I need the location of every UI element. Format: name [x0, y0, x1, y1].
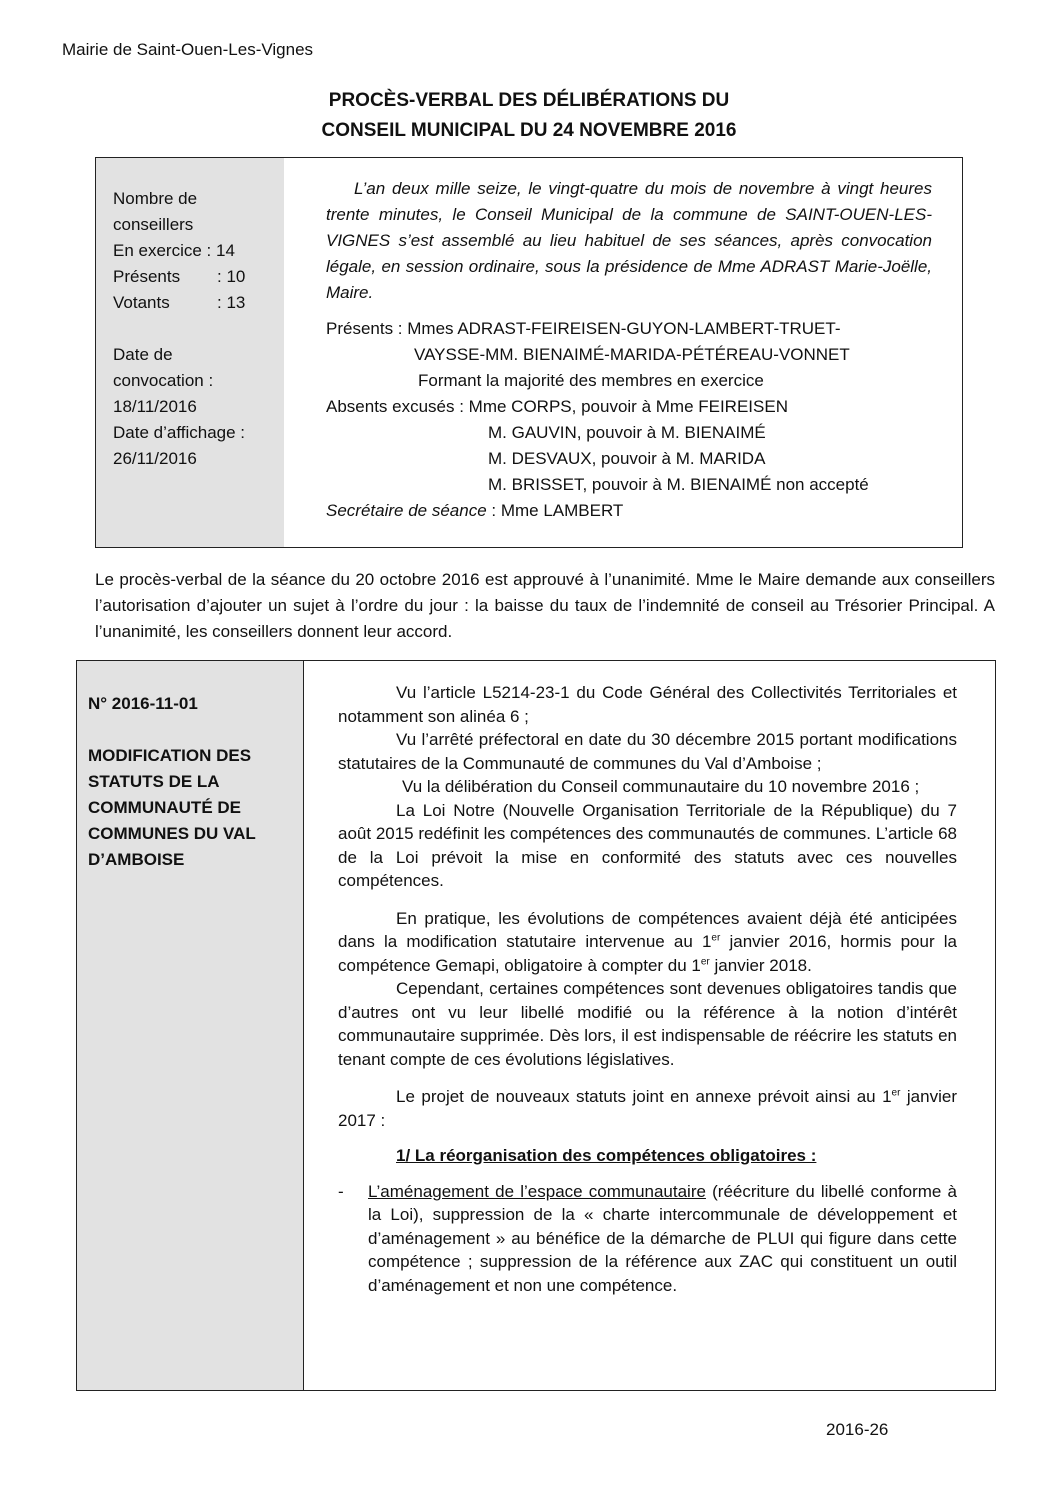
secretaire-label: Secrétaire de séance — [326, 501, 487, 520]
p5-part-c: janvier 2018. — [709, 955, 812, 975]
absents-line-3: M. DESVAUX, pouvoir à M. MARIDA — [488, 449, 766, 468]
p7-sup: er — [891, 1087, 901, 1099]
subject-line-4: COMMUNES DU VAL — [88, 824, 256, 843]
paragraph-projet — [338, 1085, 957, 1132]
presents-label: Présents — [113, 267, 181, 286]
page-number: 2016-26 — [826, 1420, 889, 1439]
convocation-date: 18/11/2016 — [113, 397, 197, 416]
exercice-value: 14 — [216, 241, 235, 260]
p5-sup-1: er — [711, 932, 721, 944]
session-box — [95, 157, 963, 548]
secretaire-line — [326, 498, 932, 524]
absents-line-1: Absents excusés : Mme CORPS, pouvoir à Mme FEIREISEN — [326, 397, 788, 416]
p7-part-a: Le projet de nouveaux statuts joint en annexe prévoit ainsi au 1 — [396, 1087, 892, 1106]
paragraph-loi-notre: La Loi Notre (Nouvelle Organisation Territoriale de la République) du 7 août 2015 redéfinit les compétences des communautés de communes. L’article 68 de la Loi prévoit la mise en conformité des statuts avec ces nouvelles compétences. — [338, 800, 957, 890]
session-intro: L’an deux mille seize, le vingt-quatre du mois de novembre à vingt heures trente minutes, le Conseil Municipal de la commune de SAINT-OUEN-LES-VIGNES s’est assemblé au lieu habituel de ses séances, après convocation légale, en session ordinaire, sous la présidence de Mme ADRAST Marie-Joëlle, Maire. — [326, 179, 932, 302]
bullet-text — [368, 1180, 957, 1298]
deliberation-number: N° 2016-11-01 — [88, 694, 198, 713]
paragraph-cependant: Cependant, certaines compétences sont devenues obligatoires tandis que d’autres ont vu leur libellé modifié ou la référence à la notion d’intérêt communautaire supprimée. Dès lors, il est indispensable de réécrire les statuts en tenant compte de ces évolutions législatives. — [338, 979, 957, 1069]
deliberation-subject-panel — [77, 661, 304, 1390]
secretaire-value: : Mme LAMBERT — [486, 501, 624, 520]
session-details-panel — [284, 158, 962, 547]
presents-value: : 10 — [217, 267, 246, 286]
title-line-1: PROCÈS-VERBAL DES DÉLIBÉRATIONS DU — [328, 90, 730, 111]
exercice-label: En exercice : — [113, 241, 212, 260]
paragraph-vu-deliberation: Vu la délibération du Conseil communautaire du 10 novembre 2016 ; — [402, 777, 920, 796]
presents-line-3: Formant la majorité des membres en exercice — [418, 371, 764, 390]
votants-value: : 13 — [217, 293, 246, 312]
p5-sup-2: er — [700, 955, 710, 967]
paragraph-vu-article: Vu l’article L5214-23-1 du Code Général des Collectivités Territoriales et notamment son alinéa 6 ; — [338, 683, 957, 726]
convocation-label-1: Date de — [113, 345, 173, 364]
absents-line-2: M. GAUVIN, pouvoir à M. BIENAIMÉ — [488, 423, 766, 442]
bullet-title: L’aménagement de l’espace communautaire — [368, 1181, 706, 1201]
absents-line-4: M. BRISSET, pouvoir à M. BIENAIMÉ non accepté — [488, 475, 869, 494]
section-title-1: 1/ La réorganisation des compétences obligatoires : — [396, 1146, 817, 1165]
convocation-label-2: convocation : — [113, 371, 214, 390]
exercice-stat — [113, 238, 284, 264]
nombre-label-2: conseillers — [113, 215, 194, 234]
deliberation-subject — [88, 743, 303, 873]
subject-line-5: D’AMBOISE — [88, 850, 185, 869]
deliberation-box — [76, 660, 996, 1391]
votants-label: Votants — [113, 293, 170, 312]
title-line-2: CONSEIL MUNICIPAL DU 24 NOVEMBRE 2016 — [321, 120, 737, 141]
p7-part-b: janvier 2017 : — [338, 1087, 957, 1130]
p5-part-a: En pratique, les évolutions de compétences avaient déjà été anticipées dans la modification statutaire intervenue au 1 — [338, 908, 957, 951]
affichage-date: 26/11/2016 — [113, 449, 197, 468]
bullet-body: (réécriture du libellé conforme à la Loi), suppression de la « charte intercommunale de développement et d’aménagement » au bénéfice de la démarche de PLUI qui figure dans cette compétence ; suppression de la référence aux ZAC qui constituent un outil d’aménagement et non une compétence. — [368, 1181, 957, 1295]
session-summary-panel — [96, 158, 284, 547]
p5-part-b: janvier 2016, hormis pour la compétence Gemapi, obligatoire à compter du 1 — [338, 932, 957, 975]
paragraph-vu-arrete: Vu l’arrêté préfectoral en date du 30 décembre 2015 portant modifications statutaires de la Communauté de communes du Val d’Amboise ; — [338, 730, 957, 773]
subject-line-3: COMMUNAUTÉ DE — [88, 798, 241, 817]
presents-line-1: Présents : Mmes ADRAST-FEIREISEN-GUYON-LAMBERT-TRUET- — [326, 319, 841, 338]
bullet-dash: - — [338, 1181, 344, 1201]
affichage-label: Date d’affichage : — [113, 423, 245, 442]
presents-stat — [113, 264, 284, 290]
mairie-header: Mairie de Saint-Ouen-Les-Vignes — [62, 40, 314, 59]
presents-line-2: VAYSSE-MM. BIENAIMÉ-MARIDA-PÉTÉREAU-VONNET — [414, 345, 850, 364]
deliberation-body — [304, 661, 995, 1390]
approval-paragraph: Le procès-verbal de la séance du 20 octobre 2016 est approuvé à l’unanimité. Mme le Maire demande aux conseillers l’autorisation d’ajouter un sujet à l’ordre du jour : la baisse du taux de l’indemnité de conseil au Trésorier Principal. A l’unanimité, les conseillers donnent leur accord. — [95, 570, 995, 641]
document-title — [0, 86, 1058, 146]
votants-stat — [113, 290, 284, 316]
nombre-label-1: Nombre de — [113, 189, 198, 208]
subject-line-2: STATUTS DE LA — [88, 772, 220, 791]
bullet-amenagement — [338, 1180, 957, 1298]
subject-line-1: MODIFICATION DES — [88, 746, 252, 765]
paragraph-en-pratique — [338, 907, 957, 978]
